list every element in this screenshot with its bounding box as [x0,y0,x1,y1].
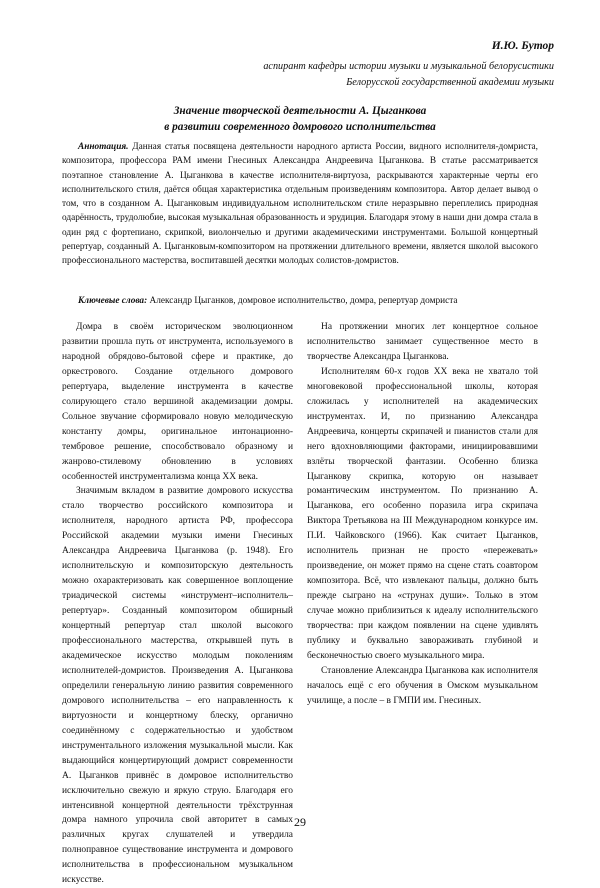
page-number: 29 [294,815,306,829]
abstract-label: Аннотация. [78,142,129,152]
keywords [62,294,538,308]
keywords-label: Ключевые слова: [78,296,148,306]
abstract [62,140,538,269]
keywords-text: Александр Цыганков, домровое исполнительство, домра, репертуар домриста [147,296,458,306]
paper-title [60,103,540,135]
right-column [307,320,538,709]
author-affiliation [134,59,554,91]
author-name: И.Ю. Бутор [491,40,554,52]
abstract-text: Данная статья посвящена деятельности народного артиста России, видного исполнителя-домриста, композитора, профессора РАМ имени Гнесиных Александра Андреевича Цыганкова. В статье рассматривается поэтапное становление А. Цыганкова в качестве исполнителя-виртуоза, раскрываются характерные черты его исполнительского стиля, даётся общая характеристика отдельным произведениям композитора. Автор делает вывод о том, что в созданном А. Цыганковым индивидуальном исполнительском стиле неразрывно переплелись природная одарённость, трудолюбие, высокая музыкальная образованность и эрудиция. Благодаря этому в наши дни домра стала в один ряд с фортепиано, скрипкой, виолончелью и другими академическими инструментами. Большой концертный репертуар, созданный А. Цыганковым-композитором на протяжении длительного времени, является школой высокого профессионального мастерства, воспитавшей десятки молодых солистов-домристов. [62,142,538,267]
body-paragraph: На протяжении многих лет концертное сольное исполнительство занимает существенное место в творчестве Александра Цыганкова. [307,322,538,362]
affiliation-line: Белорусской государственной академии музыки [346,77,554,88]
title-line: Значение творческой деятельности А. Цыганкова [173,105,427,117]
body-paragraph: Исполнителям 60-х годов XX века не хватало той многовековой профессиональной школы, которая сложилась у исполнителей на академических инструментах. И, по признанию Александра Андреевича, концерты скрипачей и пианистов стали для него вдохновляющими факторами, инициировавшими взлёты творческой фантазии. Особенно близка Цыганкову скрипка, которую он называет романтическим инструментом. По признанию А. Цыганкова, его особенно поразила игра скрипача Виктора Третьякова на III Международном конкурсе им. П.И. Чайковского (1966). Как считает Цыганков, исполнитель признан не просто «пережевать» произведение, он может прямо на сцене стать соавтором композитора. Всё, что извлекают пальцы, должно быть прежде сыграно на «струнах души». Только в этом случае можно приблизиться к идеалу исполнительского творчества: при каждом появлении на сцене удивлять публику и буквально завораживать глубиной и бесконечностью своего музыкального мира. [307,366,538,661]
body-paragraph: Становление Александра Цыганкова как исполнителя началось ещё с его обучения в Омском музыкальном училище, а после – в ГМПИ им. Гнесиных. [307,665,538,706]
title-line: в развитии современного домрового исполнительства [164,121,436,133]
affiliation-line: аспирант кафедры истории музыки и музыкальной белорусистики [263,61,554,72]
body-paragraph: Домра в своём историческом эволюционном развитии прошла путь от инструмента, используемого в народной обрядово-бытовой сфере и практике, до оркестрового. Создание отдельного домрового репертуара, выделение инструмента в качестве солирующего стало вершиной академизации домры. Сольное звучание сформировало новую мелодическую константу домры, оригинальное интонационно-тембровое решение, способствовало образному и жанрово-стилевому обновлению в условиях особенностей инструментализма конца XX века. [62,322,293,482]
left-column [62,320,293,888]
body-paragraph: Значимым вкладом в развитие домрового искусства стало творчество российского композитора и исполнителя, народного артиста РФ, профессора Российской академии музыки имени Гнесиных Александра Андреевича Цыганкова (р. 1948). Его исполнительскую и композиторскую деятельность можно охарактеризовать как совершенное воплощение триадической системы «инструмент–исполнитель–репертуар». Созданный композитором обширный концертный репертуар стал школой высокого профессионального мастерства, открывшей путь в академическое искусство молодым поколениям исполнителей-домристов. Произведения А. Цыганкова определили генеральную линию развития современного домрового исполнительства – его направленность к виртуозности и концертному блеску, органично соединённому с содержательностью и удобством инструментального изложения музыкальной мысли. Как выдающийся концертирующий домрист современности А. Цыганков привнёс в домровое исполнительство исключительно свежую и яркую струю. Благодаря его интенсивной концертной деятельности трёхструнная домра намного упрочила свой авторитет в самых различных кругах слушателей и утвердила полноправное существование инструмента и домрового исполнительства в профессиональном музыкальном искусстве. [62,486,293,886]
